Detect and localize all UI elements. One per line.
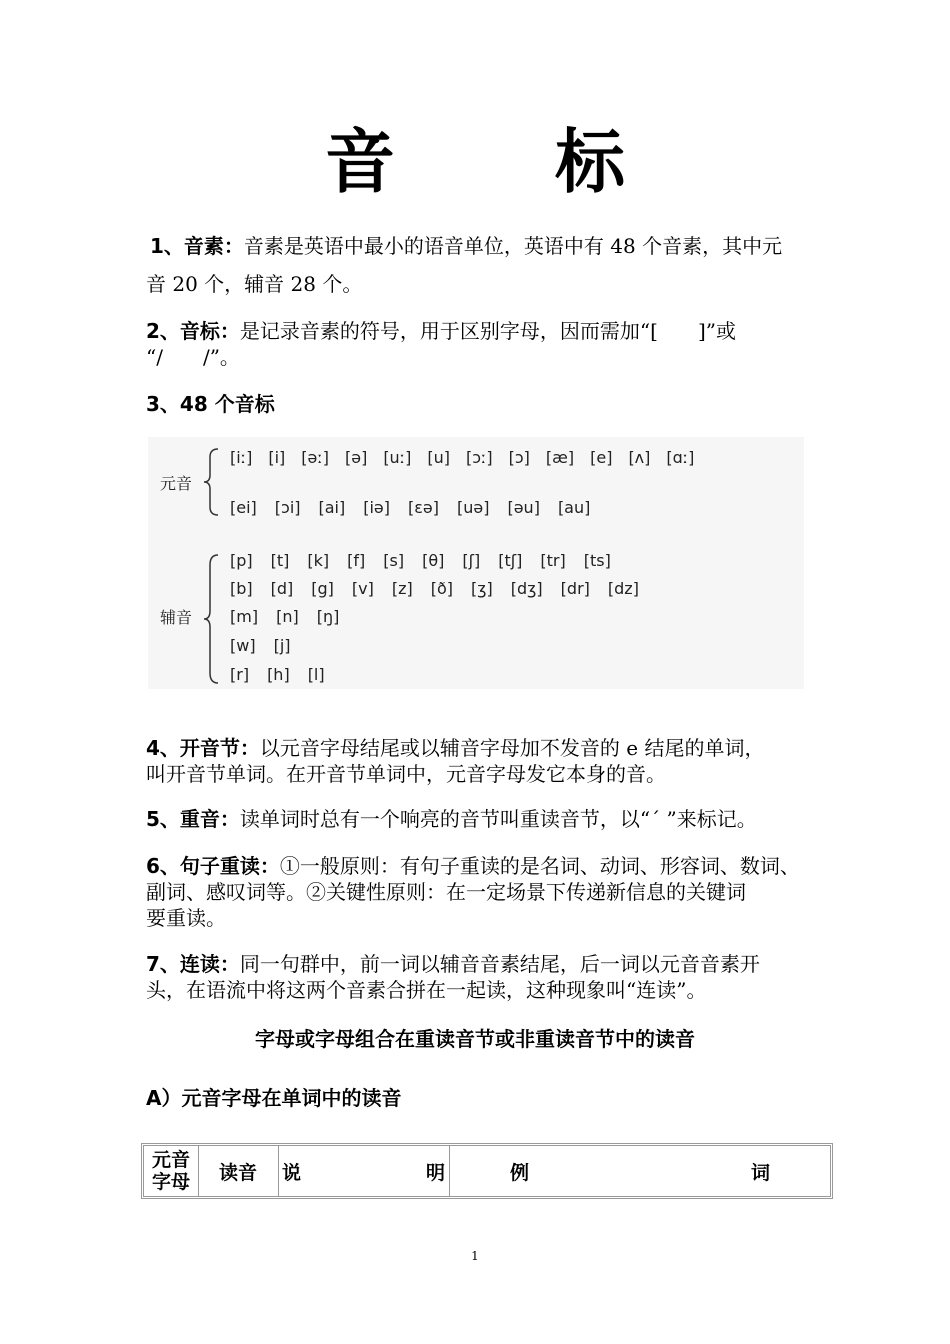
section-6-label: 6、句子重读： xyxy=(146,854,280,878)
vowel-row-1 xyxy=(230,448,710,467)
phonetic-symbol: [i] xyxy=(268,448,286,467)
phonetic-symbol: [f] xyxy=(347,551,366,570)
section-3-label: 3、48 个音标 xyxy=(146,392,275,416)
phonetic-symbol: [au] xyxy=(557,498,591,517)
phonetic-symbol: [ai] xyxy=(318,498,346,517)
page-number: 1 xyxy=(471,1249,479,1263)
phonetic-symbol: [ʒ] xyxy=(471,579,493,598)
phonetic-symbol: [ŋ] xyxy=(316,607,340,626)
section-4-line1: 以元音字母结尾或以辅音字母加不发音的 e 结尾的单词， xyxy=(259,736,765,760)
section-6 xyxy=(146,853,826,931)
section-5-line1: 读单词时总有一个响亮的音节叫重读音节，以“ˊ ”来标记。 xyxy=(239,807,757,831)
phonetic-symbol: [dz] xyxy=(607,579,639,598)
phonetic-symbol: [l] xyxy=(307,665,325,684)
phonetic-symbol: [m] xyxy=(230,607,259,626)
phonetic-symbol: [w] xyxy=(230,636,256,655)
phonetic-symbol: [θ] xyxy=(422,551,445,570)
consonant-row-1 xyxy=(230,551,629,570)
consonant-row-2 xyxy=(230,579,657,598)
phonetic-symbol: [k] xyxy=(307,551,330,570)
phonetic-symbol: [r] xyxy=(230,665,250,684)
phonetic-symbol: [əː] xyxy=(301,448,329,467)
section-7-line2: 头，在语流中将这两个音素合拼在一起读，这种现象叫“连读”。 xyxy=(146,978,707,1002)
phonetic-symbol: [g] xyxy=(311,579,334,598)
header-explanation: 说 明 xyxy=(278,1146,450,1196)
phonetic-symbol: [æ] xyxy=(545,448,575,467)
section-2-line2: “/ /”。 xyxy=(146,345,240,369)
phonetic-symbol: [εə] xyxy=(408,498,439,517)
phonetic-symbol: [tr] xyxy=(540,551,566,570)
phonetic-symbol: [ʃ] xyxy=(462,551,481,570)
section-6-line1: ①一般原则：有句子重读的是名词、动词、形容词、数词、 xyxy=(279,854,800,878)
phonetic-symbol: [z] xyxy=(391,579,413,598)
section-1-line1: 音素是英语中最小的语音单位，英语中有 48 个音素，其中元 xyxy=(243,234,783,258)
phonetic-symbol: [tʃ] xyxy=(498,551,523,570)
phonetic-symbol: [u] xyxy=(427,448,450,467)
consonant-brace-icon xyxy=(202,553,222,685)
section-2-label: 2、音标： xyxy=(146,319,240,343)
section-4-line2: 叫开音节单词。在开音节单词中，元音字母发它本身的音。 xyxy=(146,762,666,786)
header-examples: 例 词 xyxy=(510,1161,770,1184)
vowel-group-label: 元音 xyxy=(160,474,193,493)
phonetic-symbol: [p] xyxy=(230,551,253,570)
phonetic-symbol: [iə] xyxy=(363,498,391,517)
phonetic-symbol: [dr] xyxy=(560,579,590,598)
section-1-cont xyxy=(146,266,816,302)
phonetic-symbol: [ð] xyxy=(430,579,454,598)
consonant-row-4 xyxy=(230,636,309,655)
phonetic-symbol: [ɔi] xyxy=(274,498,301,517)
phonetic-chart xyxy=(148,437,804,689)
phonetic-symbol: [uː] xyxy=(383,448,412,467)
section-1-label: 1、音素： xyxy=(150,234,244,258)
section-5 xyxy=(146,806,846,832)
vowel-brace-icon xyxy=(202,447,222,517)
phonetic-symbol: [ʌ] xyxy=(628,448,651,467)
section-a-heading: A）元音字母在单词中的读音 xyxy=(146,1086,402,1110)
phonetic-symbol: [ə] xyxy=(344,448,368,467)
section-6-line2: 副词、感叹词等。②关键性原则：在一定场景下传递新信息的关键词 xyxy=(146,880,746,904)
phonetic-symbol: [e] xyxy=(590,448,613,467)
section-2-line1: 是记录音素的符号，用于区别字母，因而需加“[ ]”或 xyxy=(239,319,736,343)
section-1-line2: 音 20 个，辅音 28 个。 xyxy=(146,272,363,296)
section-7-label: 7、连读： xyxy=(146,952,240,976)
section-5-label: 5、重音： xyxy=(146,807,240,831)
section-6-line3: 要重读。 xyxy=(146,906,226,930)
phonetic-symbol: [əu] xyxy=(507,498,540,517)
phonetic-symbol: [ei] xyxy=(230,498,257,517)
section-4 xyxy=(146,735,816,787)
phonetic-symbol: [n] xyxy=(276,607,299,626)
phonetic-symbol: [ɔ] xyxy=(508,448,530,467)
page-title: 音 标 xyxy=(325,121,625,203)
section-7 xyxy=(146,951,816,1003)
consonant-row-3 xyxy=(230,607,357,626)
section-2 xyxy=(146,318,816,370)
phonetic-symbol: [uə] xyxy=(457,498,490,517)
phonetic-symbol: [d] xyxy=(270,579,294,598)
phonetic-symbol: [s] xyxy=(383,551,405,570)
phonetic-symbol: [ts] xyxy=(583,551,611,570)
section-1 xyxy=(150,228,820,264)
section-7-line1: 同一句群中，前一词以辅音音素结尾，后一词以元音音素开 xyxy=(239,952,760,976)
phonetic-symbol: [ɑː] xyxy=(666,448,695,467)
header-pronunciation: 读音 xyxy=(198,1146,279,1196)
consonant-group-label: 辅音 xyxy=(160,608,193,627)
header-vowel-letter: 元音 字母 xyxy=(144,1146,199,1196)
phonetic-symbol: [v] xyxy=(351,579,374,598)
subtitle: 字母或字母组合在重读音节或非重读音节中的读音 xyxy=(255,1027,695,1051)
phonetic-symbol: [b] xyxy=(230,579,253,598)
consonant-row-5 xyxy=(230,665,343,684)
section-4-label: 4、开音节： xyxy=(146,736,260,760)
phonetic-symbol: [h] xyxy=(267,665,290,684)
phonetic-symbol: [iː] xyxy=(230,448,253,467)
vowel-table-header xyxy=(141,1143,833,1199)
vowel-row-2 xyxy=(230,498,608,517)
section-3 xyxy=(146,386,816,422)
phonetic-symbol: [j] xyxy=(273,636,291,655)
phonetic-symbol: [t] xyxy=(270,551,290,570)
phonetic-symbol: [dʒ] xyxy=(510,579,543,598)
phonetic-symbol: [ɔː] xyxy=(465,448,493,467)
